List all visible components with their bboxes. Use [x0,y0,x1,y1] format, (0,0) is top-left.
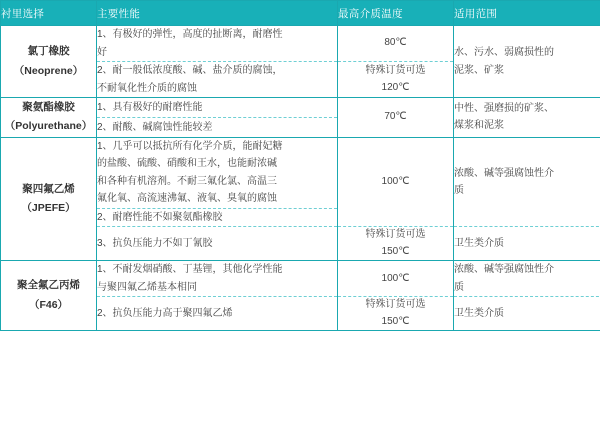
performance-line: 2、耐一般低浓度酸、碱、盐介质的腐蚀， [97,65,283,76]
temperature-line: 80℃ [384,37,407,49]
lining-name-cell [1,137,97,261]
column-header-scope: 适用范围 [454,1,600,26]
lining-name-cell [1,26,97,98]
scope-cell [454,26,600,98]
temperature-line: 150℃ [381,315,410,327]
temperature-cell [338,137,454,227]
performance-cell [97,137,338,208]
performance-cell [97,261,338,297]
temperature-line: 特殊订货可选 [365,229,426,241]
scope-cell [454,261,600,297]
performance-line: 1、有极好的弹性，高度的扯断离，耐磨性 [97,29,283,40]
performance-cell [97,297,338,331]
performance-line: 与聚四氟乙烯基本相同 [97,281,197,293]
performance-line: 2、耐磨性能不如聚氨酯橡胶 [97,211,223,223]
performance-line: 好 [97,46,107,58]
performance-cell [97,26,338,62]
scope-line: 质 [454,281,464,293]
scope-cell [454,227,600,261]
scope-line: 卫生类介质 [454,308,504,320]
temperature-cell [338,227,454,261]
table-row [1,261,600,297]
temperature-line: 100℃ [381,175,410,187]
table-header [1,1,600,26]
lining-name-cn: 聚四氟乙烯 [22,182,75,195]
performance-line: 的盐酸、硫酸、硝酸和王水，也能耐浓碱 [97,158,277,170]
temperature-line: 120℃ [381,81,410,93]
scope-line: 浓酸、碱等强腐蚀性介 [454,167,554,179]
temperature-line: 特殊订货可选 [365,65,426,76]
scope-line: 水、污水、弱腐损性的 [454,47,554,58]
scope-line: 浓酸、碱等强腐蚀性介 [454,264,554,276]
scope-line: 卫生类介质 [454,238,504,250]
performance-cell [97,62,338,98]
performance-line: 2、抗负压能力高于聚四氟乙烯 [97,308,233,320]
temperature-cell [338,297,454,331]
temperature-cell [338,62,454,98]
table-body [1,26,600,331]
performance-cell [97,98,338,118]
performance-line: 3、抗负压能力不如丁氰胶 [97,238,213,250]
lining-name-cn: 聚全氟乙丙烯 [17,279,80,292]
lining-name-en: （Polyurethane） [4,120,93,133]
performance-line: 不耐氧化性介质的腐蚀 [97,82,197,94]
lining-name-en: （Neoprene） [13,64,84,77]
lining-name-en: （F46） [28,298,69,311]
temperature-cell [338,261,454,297]
performance-line: 1、几乎可以抵抗所有化学介质，能耐妃糖 [97,140,283,152]
performance-line: 1、具有极好的耐磨性能 [97,101,203,113]
column-header-performance: 主要性能 [97,1,338,26]
scope-line: 煤浆和泥浆 [454,120,504,132]
temperature-line: 70℃ [384,111,407,123]
scope-cell [454,137,600,227]
temperature-line: 特殊订货可选 [365,299,426,311]
lining-name-cn: 聚氨酯橡胶 [22,101,75,113]
scope-cell [454,98,600,138]
scope-cell [454,297,600,331]
table-row [1,98,600,118]
table-row [1,26,600,62]
table-header-row [1,1,600,26]
performance-line: 氟化氧、高流速沸氟、液氧、臭氧的腐蚀 [97,193,277,205]
lining-name-en: （JPEFE） [21,202,76,215]
temperature-cell [338,98,454,138]
temperature-cell [338,26,454,62]
temperature-line: 150℃ [381,245,410,257]
performance-line: 1、不耐发烟硝酸、丁基锂，其他化学性能 [97,264,283,276]
column-header-max-temp: 最高介质温度 [338,1,454,26]
performance-line: 和各种有机溶剂。不耐三氟化氯、高温三 [97,175,277,187]
performance-cell [97,208,338,227]
column-header-lining: 衬里选择 [1,1,97,26]
performance-cell [97,117,338,137]
lining-name-cn: 氯丁橡胶 [27,45,70,58]
scope-line: 质 [454,185,464,197]
lining-name-cell [1,98,97,138]
performance-cell [97,227,338,261]
temperature-line: 100℃ [381,272,410,284]
scope-line: 泥浆、矿浆 [454,64,504,76]
lining-name-cell [1,261,97,331]
table-row [1,137,600,208]
scope-line: 中性、强磨损的矿浆、 [454,102,554,114]
performance-line: 2、耐酸、碱腐蚀性能较差 [97,121,213,133]
